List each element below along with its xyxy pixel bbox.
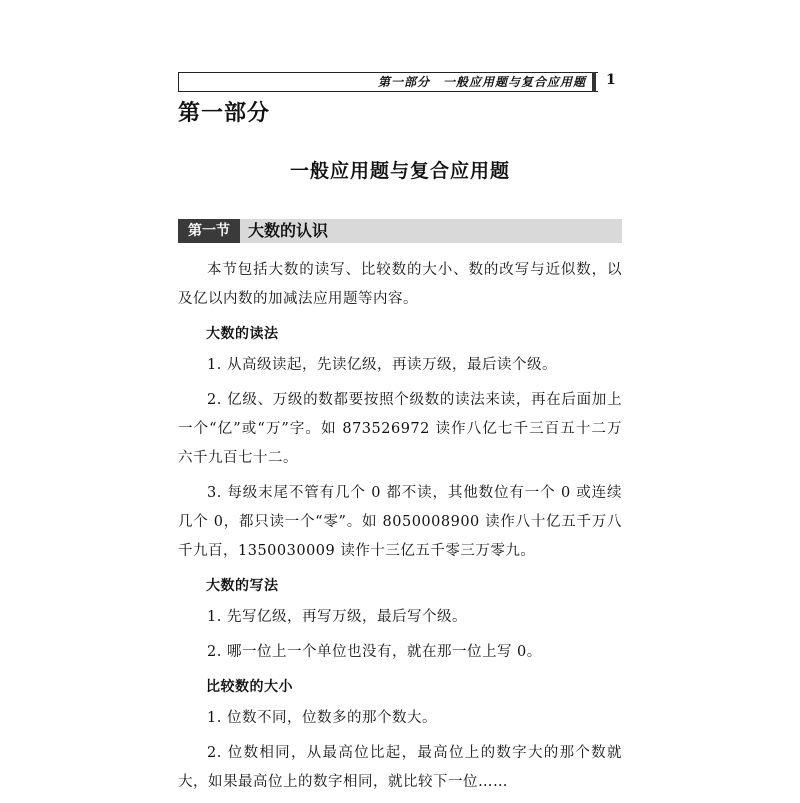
comparing-rule-1: 1. 位数不同，位数多的那个数大。	[207, 710, 437, 726]
section-banner	[178, 219, 622, 243]
reading-rule-2: 2. 亿级、万级的数都要按照个级数的读法来读，再在后面加上一个“亿”或“万”字。如 873526972 读作八亿七千三百五十二万六千九百七十二。	[178, 392, 622, 466]
subheading-writing: 大数的写法	[206, 578, 279, 594]
reading-rule-1: 1. 从高级读起，先读亿级，再读万级，最后读个级。	[207, 357, 557, 373]
section-title: 大数的认识	[248, 221, 329, 240]
subheading-comparing: 比较数的大小	[206, 679, 293, 695]
page-number: 1	[606, 72, 616, 88]
running-header-title: 第一部分 一般应用题与复合应用题	[377, 75, 586, 89]
body-content	[178, 256, 622, 803]
intro-paragraph: 本节包括大数的读写、比较数的大小、数的改写与近似数，以及亿以内数的加减法应用题等内容。	[178, 262, 622, 307]
running-header-divider	[592, 72, 596, 92]
comparing-rule-2: 2. 位数相同，从最高位比起，最高位上的数字大的那个数就大，如果最高位上的数字相同，就比较下一位……	[178, 745, 622, 790]
part-title: 第一部分	[178, 101, 271, 126]
chapter-title: 一般应用题与复合应用题	[289, 160, 510, 182]
subheading-reading: 大数的读法	[206, 326, 279, 342]
writing-rule-2: 2. 哪一位上一个单位也没有，就在那一位上写 0。	[207, 644, 542, 660]
writing-rule-1: 1. 先写亿级，再写万级，最后写个级。	[207, 609, 467, 625]
section-label: 第一节	[178, 219, 240, 243]
reading-rule-3: 3. 每级末尾不管有几个 0 都不读，其他数位有一个 0 或连续几个 0，都只读一个“零”。如 8050008900 读作八十亿五千万八千九百，1350030009 读作十三亿五千零三万零九。	[178, 485, 622, 559]
